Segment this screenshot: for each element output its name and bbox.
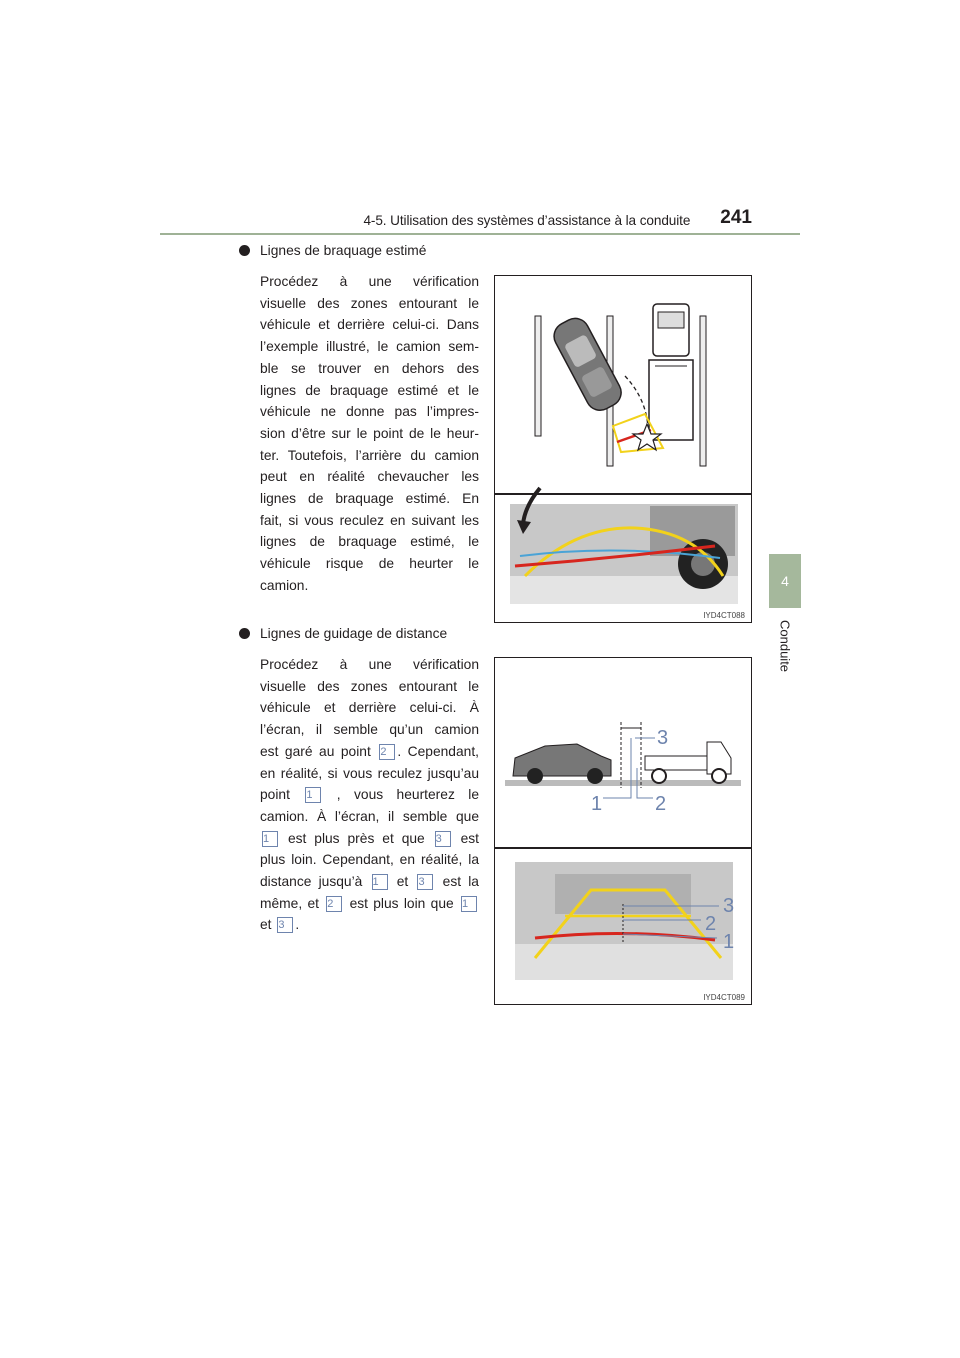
callout-3-icon: 3	[723, 895, 735, 917]
paragraph-steering-lines	[260, 271, 479, 597]
callout-3-icon: 3	[417, 874, 433, 890]
text-fragment: et	[260, 917, 272, 933]
text-line: véhicule et derrière celui-ci. À	[260, 700, 479, 716]
text-line: véhicule risque de heurter le	[260, 556, 479, 572]
text-line: lignes de braquage estimé, le	[260, 534, 479, 550]
text-line: en réalité, si vous reculez jusqu’au	[260, 765, 479, 781]
running-header	[300, 204, 752, 228]
header-divider	[160, 233, 800, 235]
text-line	[260, 893, 479, 915]
paragraph-distance-lines	[260, 654, 479, 936]
callout-1-icon: 1	[372, 874, 388, 890]
chapter-tab	[769, 554, 801, 608]
chapter-label: Conduite	[777, 620, 793, 673]
page-number: 241	[720, 207, 752, 228]
figure-steering-lines	[494, 275, 752, 623]
text-line: ble se trouver en dehors des	[260, 360, 479, 376]
callout-3-icon: 3	[277, 917, 293, 933]
callout-2-icon: 2	[326, 896, 342, 912]
callout-1-icon: 1	[305, 787, 321, 803]
section-title: 4-5. Utilisation des systèmes d’assistance à la conduite	[363, 213, 691, 228]
text-fragment: est	[460, 830, 479, 846]
text-line: camion. À l’écran, il semble que	[260, 808, 479, 824]
bullet-distance-lines	[239, 626, 447, 641]
text-line: visuelle des zones entourant le	[260, 678, 479, 694]
truck-top-view	[649, 304, 693, 440]
callout-3-icon: 3	[657, 727, 669, 749]
callout-1-icon: 1	[723, 931, 735, 953]
text-fragment: est plus près et que	[287, 830, 425, 846]
text-fragment: . Cependant,	[397, 743, 479, 759]
text-line: véhicule et derrière celui-ci. Dans	[260, 317, 479, 333]
callout-1-icon: 1	[591, 793, 603, 815]
car-top-view	[549, 314, 626, 416]
text-line: Procédez à une vérification	[260, 657, 479, 672]
text-line: fait, si vous reculez en suivant les	[260, 512, 479, 528]
text-fragment: est plus loin que	[349, 895, 454, 911]
text-fragment: même, et	[260, 895, 319, 911]
callout-2-icon: 2	[705, 913, 717, 935]
text-line: plus loin. Cependant, en réalité, la	[260, 852, 479, 868]
text-fragment: est garé au point	[260, 743, 371, 759]
distance-lines-illustration	[495, 658, 751, 1004]
callout-1-icon: 1	[461, 896, 477, 912]
bullet-label: Lignes de guidage de distance	[260, 626, 448, 641]
text-line	[260, 871, 479, 893]
text-fragment: et	[396, 874, 409, 890]
callout-1-icon: 1	[262, 831, 278, 847]
camera-view	[515, 862, 733, 980]
bullet-label: Lignes de braquage estimé	[260, 243, 427, 258]
text-line: l’exemple illustré, le camion sem-	[260, 339, 479, 355]
text-fragment: , vous heurterez le	[336, 787, 479, 803]
text-fragment: .	[295, 917, 300, 933]
car-side-view	[513, 744, 611, 784]
callout-3-icon: 3	[435, 831, 451, 847]
steering-lines-illustration	[495, 276, 751, 622]
figure-distance-lines	[494, 657, 752, 1005]
text-line	[260, 914, 479, 936]
figure-code: IYD4CT088	[703, 611, 745, 620]
text-line: véhicule ne donne pas l’impres-	[260, 404, 479, 420]
text-line: sion d’être sur le point de le heur-	[260, 425, 479, 441]
text-fragment: distance jusqu’à	[260, 874, 363, 890]
text-fragment: point	[260, 787, 290, 803]
text-line	[260, 784, 479, 806]
text-line: camion.	[260, 577, 309, 593]
text-line: ter. Toutefois, l’arrière du camion	[260, 447, 479, 463]
text-line: lignes de braquage estimé et le	[260, 382, 479, 398]
text-line: peut en réalité chevaucher les	[260, 469, 479, 485]
bullet-dot	[239, 628, 250, 639]
text-line	[260, 741, 479, 763]
camera-view	[510, 488, 738, 604]
figure-code: IYD4CT089	[703, 993, 745, 1002]
text-line: lignes de braquage estimé. En	[260, 491, 479, 507]
text-line: l’écran, il semble qu’un camion	[260, 722, 479, 738]
callout-2-icon: 2	[655, 793, 667, 815]
text-line: visuelle des zones entourant le	[260, 295, 479, 311]
bullet-dot	[239, 245, 250, 256]
text-fragment: est la	[442, 874, 479, 890]
text-line	[260, 828, 479, 850]
chapter-number: 4	[781, 573, 789, 589]
text-line: Procédez à une vérification	[260, 274, 479, 289]
bullet-steering-lines	[239, 243, 426, 258]
callout-2-icon: 2	[379, 744, 395, 760]
